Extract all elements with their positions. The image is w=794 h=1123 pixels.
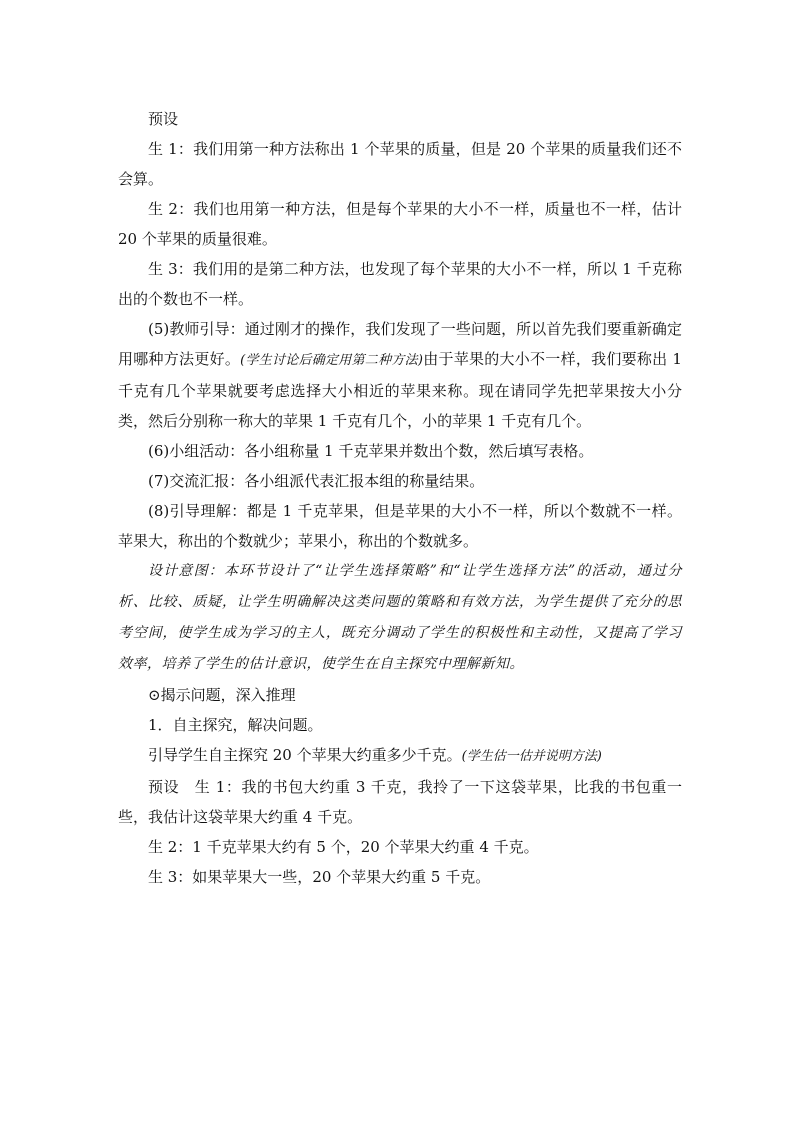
paragraph-student-3: 生 3：我们用的是第二种方法，也发现了每个苹果的大小不一样，所以 1 千克称出的个数也不一样。: [118, 260, 682, 308]
paragraph-exchange-report: (7)交流汇报：各小组派代表汇报本组的称量结果。: [148, 472, 485, 490]
paragraph-teacher-guide: [118, 314, 682, 436]
section-heading-reveal-problem: ⊙揭示问题，深入推理: [148, 686, 296, 704]
document-body: [118, 104, 682, 892]
paragraph-group-activity: (6)小组活动：各小组称量 1 千克苹果并数出个数，然后填写表格。: [148, 442, 594, 460]
paragraph-preset-student-1: 预设 生 1：我的书包大约重 3 千克，我拎了一下这袋苹果，比我的书包重一些，我估计这袋苹果大约重 4 千克。: [118, 778, 682, 826]
paragraph-preset-heading: 预设: [148, 110, 179, 128]
paragraph-student-2: 生 2：我们也用第一种方法，但是每个苹果的大小不一样，质量也不一样，估计 20 个苹果的质量很难。: [118, 200, 682, 248]
subheading-self-explore: 1．自主探究，解决问题。: [148, 716, 323, 734]
guide-explore-italic-note: (学生估一估并说明方法): [461, 749, 602, 764]
guide-explore-text: 引导学生自主探究 20 个苹果大约重多少千克。: [148, 746, 462, 764]
paragraph-student-1: 生 1：我们用第一种方法称出 1 个苹果的质量，但是 20 个苹果的质量我们还不会算。: [118, 140, 682, 188]
paragraph-guided-understanding: (8)引导理解：都是 1 千克苹果，但是苹果的大小不一样，所以个数就不一样。苹果大，称出的个数就少；苹果小，称出的个数就多。: [118, 502, 682, 550]
paragraph-preset-student-2: 生 2：1 千克苹果大约有 5 个，20 个苹果大约重 4 千克。: [148, 838, 539, 856]
teacher-guide-italic-note: (学生讨论后确定用第二种方法): [240, 353, 423, 368]
teacher-guide-text-end: 由于苹果的大小不一样，我们要称出 1 千克有几个苹果就要考虑选择大小相近的苹果来称。现在请同学先把苹果按大小分类，然后分别称一称大的苹果 1 千克有几个，小的苹果 1 千克有几个。: [118, 350, 682, 430]
teacher-guide-text-start: (5)教师引导：通过刚才的操作，我们发现了一些问题，所以首先我们要重新确定用哪种方法更好。: [118, 320, 682, 368]
paragraph-design-intent: 设计意图：本环节设计了“让学生选择策略”和“让学生选择方法”的活动，通过分析、比较、质疑，让学生明确解决这类问题的策略和有效方法，为学生提供了充分的思考空间，使学生成为学习的主人，既充分调动了学生的积极性和主动性，又提高了学习效率，培养了学生的估计意识，使学生在自主探究中理解新知。: [118, 563, 682, 672]
paragraph-guide-explore: [118, 740, 682, 772]
paragraph-preset-student-3: 生 3：如果苹果大一些，20 个苹果大约重 5 千克。: [148, 868, 491, 886]
